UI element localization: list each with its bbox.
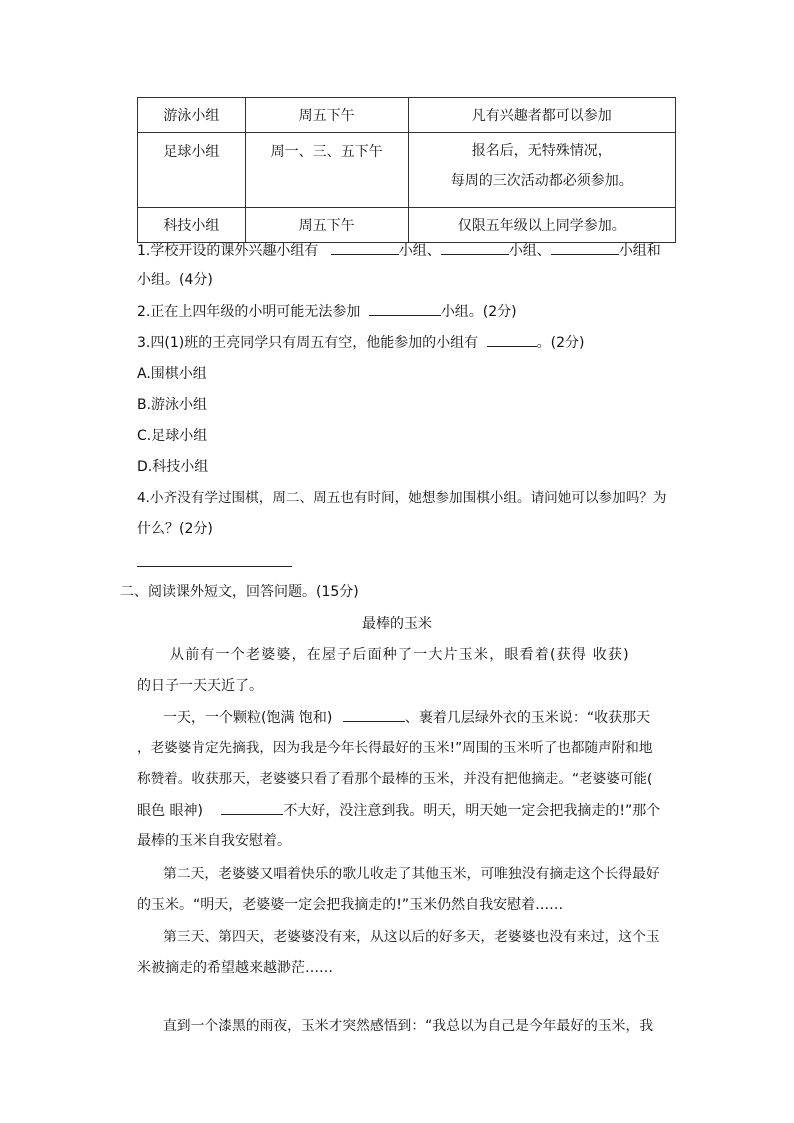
passage-text: 不大好，没注意到我。明天，明天她一定会把我摘走的!”那个	[283, 803, 661, 819]
question-text: 小组和	[618, 243, 661, 259]
table-row	[138, 208, 676, 243]
passage-line: 第三天、第四天，老婆婆没有来，从这以后的好多天，老婆婆也没有来过，这个玉	[163, 929, 660, 945]
answer-blank[interactable]	[369, 301, 441, 316]
passage-line: 最棒的玉米自我安慰着。	[137, 833, 291, 849]
answer-blank[interactable]	[487, 332, 537, 347]
passage-line: 的日子一天天近了。	[137, 678, 263, 694]
table-cell-group: 足球小组	[138, 133, 246, 208]
note-line: 每周的三次活动都必须参加。	[450, 173, 633, 189]
table-cell-note	[408, 133, 676, 208]
question-text: 小组、	[398, 243, 441, 259]
question-4-line-2: 什么？(2分)	[137, 521, 213, 537]
passage-line: 称赞着。收获那天，老婆婆只看了看那个最棒的玉米，并没有把他摘走。“老婆婆可能(	[137, 771, 653, 787]
passage-line: 直到一个漆黑的雨夜，玉米才突然感悟到：“我总以为自己是今年最好的玉米，我	[163, 1018, 654, 1034]
passage-line	[137, 800, 660, 821]
option-a[interactable]: A.围棋小组	[137, 366, 207, 382]
question-2	[137, 301, 517, 322]
question-text: 3.四(1)班的王亮同学只有周五有空，他能参加的小组有	[137, 335, 479, 351]
passage-text: 、裹着几层绿外衣的玉米说：“收获那天	[404, 710, 651, 726]
section-heading: 二、阅读课外短文，回答问题。(15分)	[120, 584, 359, 600]
passage-line: 的玉米。“明天，老婆婆一定会把我摘走的!”玉米仍然自我安慰着……	[137, 897, 564, 913]
answer-blank[interactable]	[551, 240, 619, 255]
question-text: 1.学校开设的课外兴趣小组有	[137, 243, 319, 259]
question-text: 2.正在上四年级的小明可能无法参加	[137, 304, 361, 320]
passage-line: ，老婆婆肯定先摘我，因为我是今年长得最好的玉米!”周围的玉米听了也都随声附和地	[137, 740, 653, 756]
question-1-line-1	[137, 240, 661, 261]
answer-blank[interactable]	[221, 800, 283, 815]
activity-groups-table	[137, 97, 676, 243]
passage-title: 最棒的玉米	[362, 616, 432, 632]
option-d[interactable]: D.科技小组	[137, 459, 209, 475]
passage-line: 从前有一个老婆婆，在屋子后面种了一大片玉米，眼看着(获得 收获)	[170, 647, 630, 663]
option-c[interactable]: C.足球小组	[137, 428, 208, 444]
answer-blank[interactable]	[441, 240, 509, 255]
table-row	[138, 98, 676, 133]
table-cell-time: 周一、三、五下午	[245, 133, 408, 208]
question-text: 小组。(2分)	[440, 304, 517, 320]
note-line: 报名后，无特殊情况，	[471, 143, 612, 159]
table-cell-note: 仅限五年级以上同学参加。	[408, 208, 676, 243]
passage-text: 一天，一个颗粒(饱满 饱和)	[163, 710, 333, 726]
question-text: 小组、	[508, 243, 551, 259]
question-1-line-2: 小组。(4分)	[137, 272, 213, 288]
passage-line: 第二天，老婆婆又唱着快乐的歌儿收走了其他玉米，可唯独没有摘走这个长得最好	[163, 866, 660, 882]
passage-line	[163, 707, 650, 728]
table-cell-note: 凡有兴趣者都可以参加	[408, 98, 676, 133]
answer-line[interactable]	[137, 566, 292, 567]
question-text: 。(2分)	[536, 335, 585, 351]
answer-blank[interactable]	[331, 240, 399, 255]
table-row	[138, 133, 676, 208]
passage-line: 米被摘走的希望越来越渺茫……	[137, 960, 333, 976]
passage-text: 眼色 眼神)	[137, 803, 203, 819]
table-cell-time: 周五下午	[245, 208, 408, 243]
question-4-line-1: 4.小齐没有学过围棋，周二、周五也有时间，她想参加围棋小组。请问她可以参加吗？为	[137, 490, 667, 506]
answer-blank[interactable]	[343, 707, 405, 722]
table-cell-time: 周五下午	[245, 98, 408, 133]
option-b[interactable]: B.游泳小组	[137, 397, 208, 413]
table-cell-group: 科技小组	[138, 208, 246, 243]
question-3	[137, 332, 584, 353]
table-cell-group: 游泳小组	[138, 98, 246, 133]
